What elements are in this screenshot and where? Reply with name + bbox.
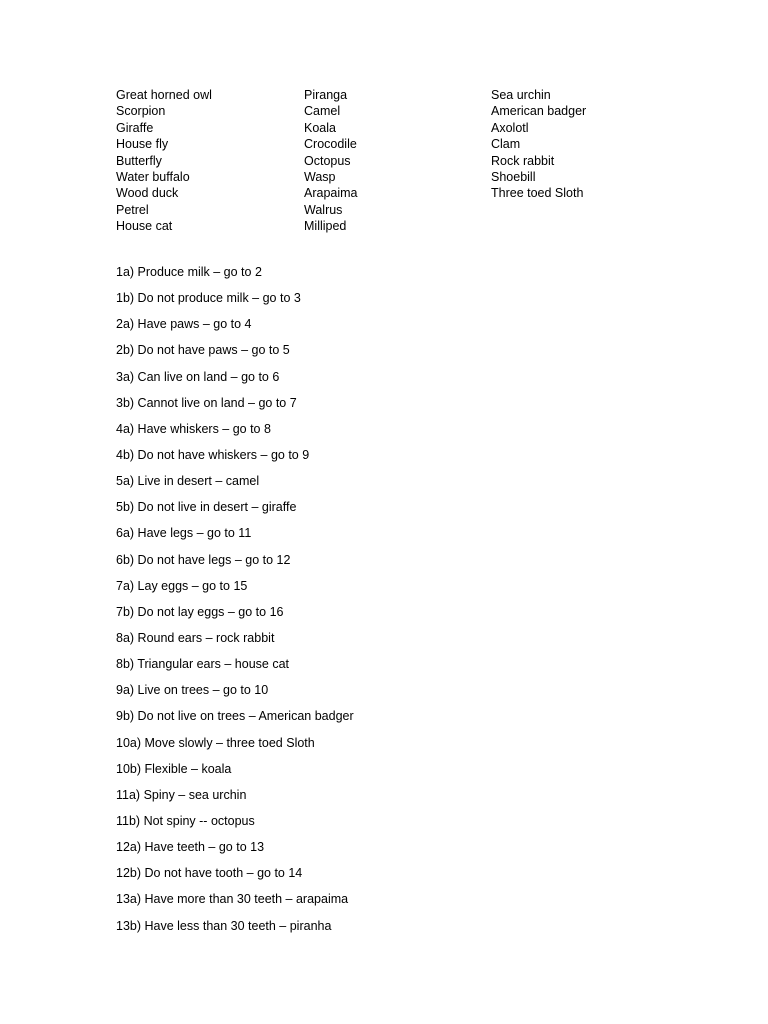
animal-name: Three toed Sloth xyxy=(491,186,584,201)
key-step: 4a) Have whiskers – go to 8 xyxy=(116,421,271,436)
key-step: 3a) Can live on land – go to 6 xyxy=(116,369,280,384)
animal-name: Water buffalo xyxy=(116,170,190,185)
key-step: 8a) Round ears – rock rabbit xyxy=(116,630,275,645)
animal-name: Axolotl xyxy=(491,120,529,135)
key-step: 5b) Do not live in desert – giraffe xyxy=(116,500,297,515)
key-step: 1a) Produce milk – go to 2 xyxy=(116,265,262,279)
animal-name: Wasp xyxy=(304,170,336,185)
animal-name: Koala xyxy=(304,120,336,135)
animal-column-1 xyxy=(116,87,212,235)
animal-name: Walrus xyxy=(304,202,343,217)
animal-column-2 xyxy=(304,87,358,235)
animal-name: Octopus xyxy=(304,153,351,168)
animal-name: Petrel xyxy=(116,202,149,217)
key-step: 8b) Triangular ears – house cat xyxy=(116,657,290,672)
key-step: 6b) Do not have legs – go to 12 xyxy=(116,552,291,567)
key-step: 13a) Have more than 30 teeth – arapaima xyxy=(116,892,349,907)
animal-name: Scorpion xyxy=(116,104,166,119)
animal-name: Giraffe xyxy=(116,120,154,135)
animal-name: Piranga xyxy=(304,88,348,102)
animal-name: American badger xyxy=(491,104,587,119)
animal-name: Milliped xyxy=(304,219,347,234)
animal-name: Camel xyxy=(304,104,341,119)
key-step: 5a) Live in desert – camel xyxy=(116,474,260,489)
key-step: 11b) Not spiny -- octopus xyxy=(116,813,255,828)
key-step: 10b) Flexible – koala xyxy=(116,761,232,776)
key-step: 1b) Do not produce milk – go to 3 xyxy=(116,291,301,306)
key-step: 12b) Do not have tooth – go to 14 xyxy=(116,866,303,881)
key-step: 7a) Lay eggs – go to 15 xyxy=(116,578,248,593)
animal-name: Wood duck xyxy=(116,186,179,201)
animal-name: House fly xyxy=(116,137,169,152)
animal-name: Clam xyxy=(491,137,521,152)
animal-name: Arapaima xyxy=(304,186,358,201)
animal-name: Butterfly xyxy=(116,153,162,168)
animal-name: Crocodile xyxy=(304,137,357,152)
animal-column-3 xyxy=(491,87,586,202)
key-step: 11a) Spiny – sea urchin xyxy=(116,787,247,802)
animal-name: House cat xyxy=(116,219,173,234)
key-step: 7b) Do not lay eggs – go to 16 xyxy=(116,604,284,619)
animal-name: Rock rabbit xyxy=(491,153,555,168)
key-step: 3b) Cannot live on land – go to 7 xyxy=(116,395,297,410)
key-step: 10a) Move slowly – three toed Sloth xyxy=(116,735,315,750)
key-step: 4b) Do not have whiskers – go to 9 xyxy=(116,447,310,462)
animal-name: Great horned owl xyxy=(116,88,212,102)
key-step: 9a) Live on trees – go to 10 xyxy=(116,683,269,698)
key-step: 6a) Have legs – go to 11 xyxy=(116,526,252,541)
animal-name: Shoebill xyxy=(491,170,536,185)
animal-list xyxy=(116,87,676,237)
key-step: 2a) Have paws – go to 4 xyxy=(116,317,252,332)
key-step: 13b) Have less than 30 teeth – piranha xyxy=(116,918,332,933)
animal-name: Sea urchin xyxy=(491,88,551,102)
key-step: 9b) Do not live on trees – American badger xyxy=(116,709,354,724)
key-step: 12a) Have teeth – go to 13 xyxy=(116,840,265,855)
dichotomous-key xyxy=(116,259,676,939)
key-step: 2b) Do not have paws – go to 5 xyxy=(116,343,290,358)
